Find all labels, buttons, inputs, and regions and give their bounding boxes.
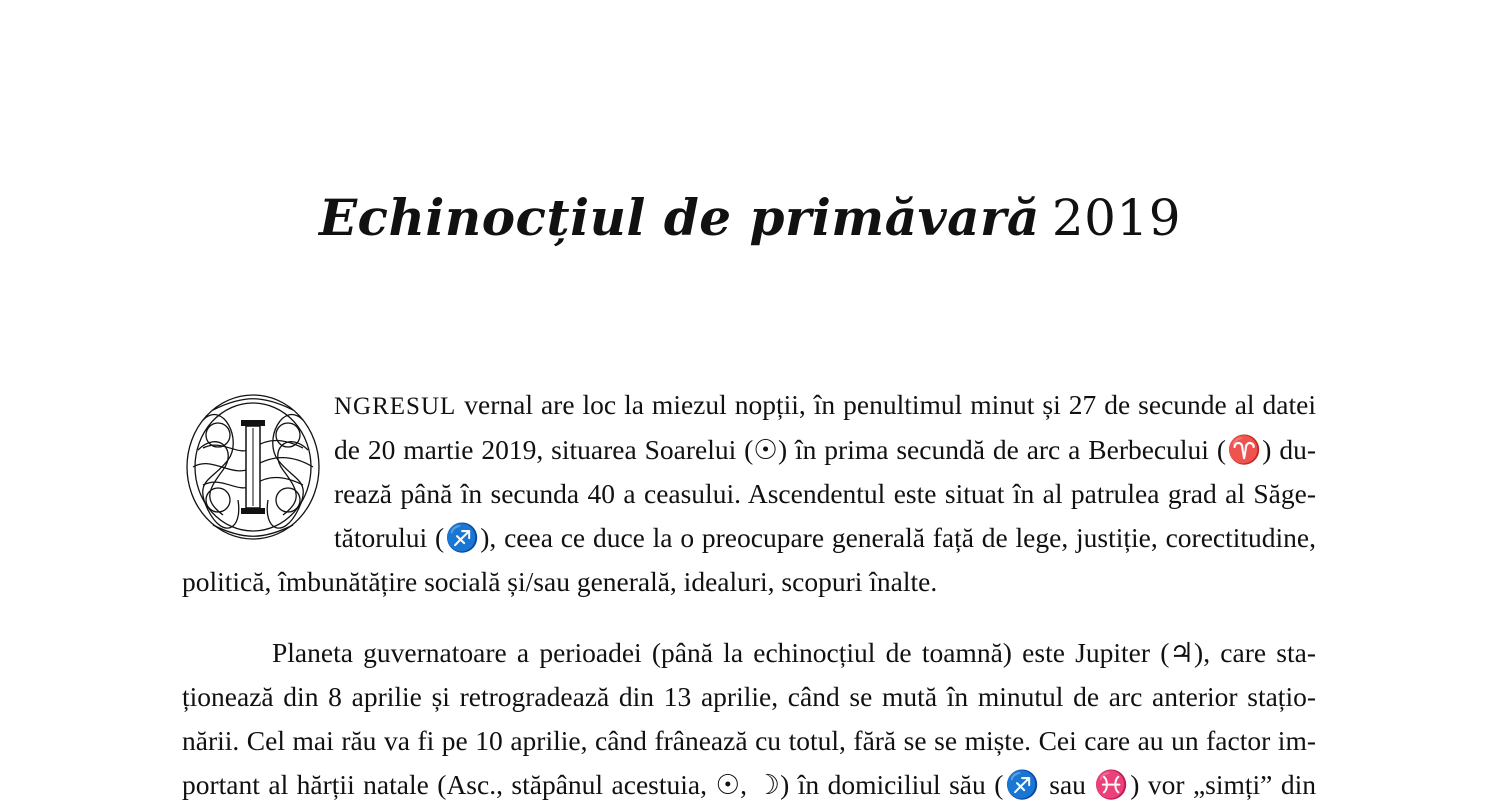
dropcap-ornament-icon [183, 390, 323, 545]
page-title [0, 188, 1500, 247]
title-text: Echinocțiul de primăvară [318, 188, 1040, 247]
paragraph2-line-3: nării. Cel mai rău va fi pe 10 aprilie, când frânează cu totul, fără se se miște. Cei care au un factor im- [182, 725, 1316, 756]
dropcap-lead-word: NGRESUL [334, 393, 457, 420]
ornamental-dropcap [183, 390, 323, 545]
paragraph2-line-1: Planeta guvernatoare a perioadei (până la echinocțiul de toamnă) este Jupiter (♃), care sta- [272, 637, 1316, 668]
paragraph1-line-1: NGRESUL vernal are loc la miezul nopții, în penultimul minut și 27 de secunde al datei [334, 389, 1316, 420]
paragraph2-line-2: ționează din 8 aprilie și retrogradează din 13 aprilie, când se mută în minutul de arc anterior stațio- [182, 681, 1316, 712]
paragraph1-line-5: politică, îmbunătățire socială și/sau generală, idealuri, scopuri înalte. [182, 566, 938, 597]
paragraph1-line-4: tătorului (♐), ceea ce duce la o preocupare generală față de lege, justiție, corectitudine, [334, 522, 1316, 553]
paragraph1-line-3: rează până în secunda 40 a ceasului. Ascendentul este situat în al patrulea grad al Săge- [334, 478, 1316, 509]
paragraph2-line-4: portant al hărții natale (Asc., stăpânul acestuia, ☉, ☽) în domiciliul său (♐ sau ♓) vor „simți” din [182, 769, 1316, 800]
paragraph1-line-2: de 20 martie 2019, situarea Soarelui (☉) în prima secundă de arc a Berbecului (♈) du- [334, 434, 1316, 465]
title-year: 2019 [1051, 189, 1182, 247]
